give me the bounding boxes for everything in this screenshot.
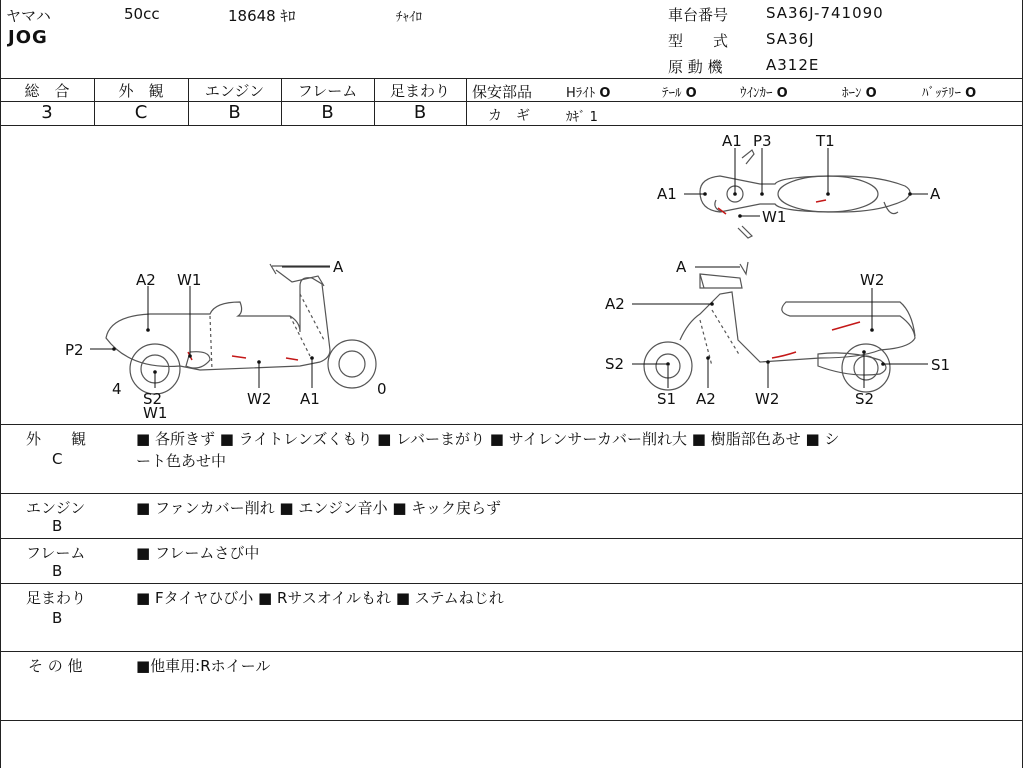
note-label-frame: フレーム — [26, 544, 86, 562]
note-text-exterior: ■ 各所きず ■ ライトレンズくもり ■ レバーまがり ■ サイレンサーカバー削れ大 ■ 樹脂部色あせ ■ シ — [136, 430, 840, 448]
safety-label: 保安部品 — [472, 83, 533, 101]
engine-value: A312E — [766, 56, 820, 74]
note-label-exterior: 外 観 — [26, 430, 87, 448]
engine-label: 原 動 機 — [668, 58, 723, 76]
type-label: 型 式 — [668, 32, 729, 50]
top-label-a1: A1 — [722, 132, 742, 150]
note-grade-frame: B — [52, 562, 63, 580]
top-label-p3: P3 — [753, 132, 772, 150]
left-label-w2: W2 — [247, 390, 272, 408]
key-label: カ ギ — [488, 108, 530, 124]
exterior-grade: C — [134, 102, 148, 123]
safety-item-horn: ﾎｰﾝ O — [842, 86, 877, 101]
color: ﾁｬｲﾛ — [396, 10, 422, 25]
exterior-label: 外 観 — [118, 82, 164, 100]
top-label-a1-left: A1 — [657, 185, 677, 203]
note-label-suspension: 足まわり — [26, 589, 87, 607]
scooter-drawings — [0, 126, 1024, 424]
right-label-a: A — [676, 258, 687, 276]
note-text-other: ■他車用:Rホイール — [136, 657, 271, 675]
note-text-exterior-cont: ート色あせ中 — [136, 452, 227, 470]
engine-grade: B — [228, 102, 241, 123]
left-label-w1-lower: W1 — [143, 404, 168, 422]
top-view-drawing — [700, 150, 910, 238]
left-label-a1: A1 — [300, 390, 320, 408]
engine-grade-label: エンジン — [204, 82, 265, 100]
left-label-4: 4 — [112, 380, 122, 398]
right-label-w2: W2 — [860, 271, 885, 289]
left-label-a: A — [333, 258, 344, 276]
left-label-p2: P2 — [65, 341, 84, 359]
mileage: 18648 ｷﾛ — [228, 7, 296, 25]
overall-label: 総 合 — [24, 82, 70, 100]
safety-item-headlight: Hﾗｲﾄ O — [566, 86, 611, 101]
frame-no-label: 車台番号 — [668, 6, 729, 24]
left-label-s2: S2 — [143, 390, 163, 408]
frame-grade: B — [321, 102, 334, 123]
note-text-suspension: ■ Fタイヤひび小 ■ Rサスオイルもれ ■ ステムねじれ — [136, 589, 504, 607]
safety-item-winker: ｳｲﾝｶｰ O — [740, 86, 788, 101]
note-text-engine: ■ ファンカバー削れ ■ エンジン音小 ■ キック戻らず — [136, 499, 502, 517]
displacement: 50cc — [124, 5, 160, 23]
note-text-frame: ■ フレームさび中 — [136, 544, 260, 562]
left-label-0: 0 — [377, 380, 387, 398]
right-label-a2: A2 — [605, 295, 625, 313]
note-grade-exterior: C — [52, 450, 63, 468]
suspension-grade-label: 足まわり — [389, 82, 450, 100]
note-label-engine: エンジン — [26, 499, 86, 517]
type-value: SA36J — [766, 30, 815, 48]
maker: ヤマハ — [6, 7, 51, 25]
note-grade-suspension: B — [52, 609, 63, 627]
right-label-w2-lower: W2 — [755, 390, 780, 408]
right-label-s2-lower: S2 — [855, 390, 875, 408]
key-value: ｶｷﾞ 1 — [566, 110, 598, 125]
safety-item-tail: ﾃｰﾙ O — [662, 86, 697, 101]
safety-item-battery: ﾊﾞｯﾃﾘｰ O — [922, 86, 977, 101]
top-label-t1: T1 — [816, 132, 835, 150]
left-label-w1: W1 — [177, 271, 202, 289]
top-label-w1: W1 — [762, 208, 787, 226]
left-label-a2: A2 — [136, 271, 156, 289]
right-label-a2-lower: A2 — [696, 390, 716, 408]
top-label-a: A — [930, 185, 941, 203]
right-label-s1: S1 — [931, 356, 951, 374]
scooter-diagram — [0, 126, 1024, 424]
frame-no: SA36J-741090 — [766, 4, 884, 22]
note-grade-engine: B — [52, 517, 63, 535]
note-label-other: そ の 他 — [28, 657, 83, 675]
right-label-s2: S2 — [605, 355, 625, 373]
frame-grade-label: フレーム — [297, 82, 358, 100]
model-name: JOG — [8, 27, 48, 48]
overall-grade: 3 — [41, 102, 53, 123]
suspension-grade: B — [413, 102, 427, 123]
right-label-s1-lower: S1 — [657, 390, 677, 408]
